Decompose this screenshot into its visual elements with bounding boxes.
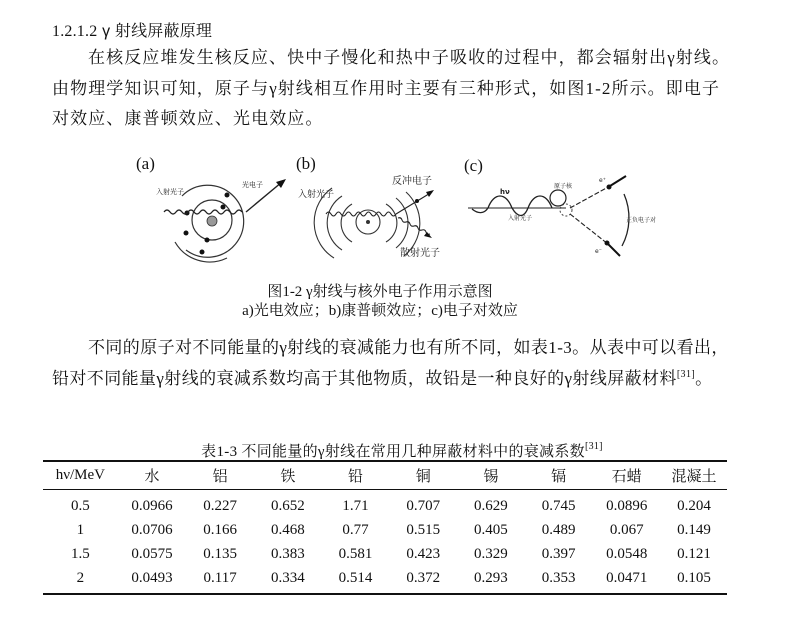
table-cell: 0.383 <box>270 545 305 562</box>
table-cell: 0.372 <box>389 566 457 594</box>
label-incident-photon-b: 入射光子 <box>298 190 335 200</box>
paragraph-attenuation <box>52 333 732 394</box>
table-row <box>43 566 727 594</box>
table-cell: 0.405 <box>474 521 508 538</box>
panel-label-b: (b) <box>296 154 316 173</box>
table-cell: 0.121 <box>677 545 711 562</box>
table-cell: 0.0493 <box>118 566 187 594</box>
figure-caption-title: 图1-2 γ射线与核外电子作用示意图 <box>267 284 493 300</box>
paragraph-attenuation-text: 不同的原子对不同能量的γ射线的衰减能力也有所不同，如表1-3。从表中可以看出，铅对不同能量γ射线的衰减系数均高于其他物质，故铅是一种良好的γ射线屏蔽材料 <box>52 338 729 388</box>
table-cell: 0.515 <box>406 521 441 538</box>
paragraph-intro-text: 在核反应堆发生核反应、快中子慢化和热中子吸收的过程中，都会辐射出γ射线。由物理学知识可知，原子与γ射线相互作用时主要有三种形式，如图1-2所示。即电子对效应、康普顿效应、光电效应。 <box>52 48 731 128</box>
section-title: γ 射线屏蔽原理 <box>102 23 213 40</box>
label-scattered-photon: 散射光子 <box>400 248 440 259</box>
table-header-row <box>43 461 727 490</box>
section-number: 1.2.1.2 <box>52 23 98 40</box>
table-cell: 0.0575 <box>131 545 173 562</box>
paragraph-attenuation-end: 。 <box>695 368 713 388</box>
table-cell: 0.397 <box>541 545 576 562</box>
table-citation: [31] <box>584 441 603 452</box>
table-cell: 0.0896 <box>606 497 648 514</box>
header-iron: 铁 <box>254 461 322 490</box>
figure-1-2 <box>130 152 657 272</box>
table-cell: 0.514 <box>322 566 390 594</box>
table-cell: 0.0966 <box>131 497 173 514</box>
panel-label-a: (a) <box>136 154 155 173</box>
header-paraffin: 石蜡 <box>592 461 661 490</box>
table-cell: 2 <box>43 566 118 594</box>
header-copper: 铜 <box>389 461 457 490</box>
header-aluminum: 铝 <box>186 461 254 490</box>
table-cell: 0.293 <box>457 566 525 594</box>
table-cell: 0.581 <box>338 545 373 562</box>
table-cell: 0.204 <box>677 497 711 514</box>
header-tin: 锡 <box>457 461 525 490</box>
pair-production-diagram-icon <box>460 152 650 272</box>
table-cell: 0.468 <box>270 521 305 538</box>
table-cell: 0.329 <box>474 545 508 562</box>
table-cell: 0.149 <box>677 521 711 538</box>
label-incident-photon-a: 入射光子 <box>156 188 184 196</box>
attenuation-table <box>43 460 727 595</box>
header-lead: 铅 <box>322 461 390 490</box>
table-cell: 0.166 <box>203 521 238 538</box>
figure-panel-compton <box>294 152 464 272</box>
table-cell: 0.334 <box>254 566 322 594</box>
table-cell: 0.745 <box>541 497 576 514</box>
table-cell: 1 <box>76 521 85 538</box>
header-concrete: 混凝土 <box>661 461 727 490</box>
label-photoelectron: 光电子 <box>242 181 263 189</box>
table-cell: 1.5 <box>71 545 90 562</box>
table-row <box>43 518 727 542</box>
table-row <box>43 542 727 566</box>
label-electron-pair: 正负电子对 <box>626 217 657 224</box>
table-cell: 0.489 <box>541 521 576 538</box>
panel-label-c: (c) <box>464 156 483 175</box>
table-cell: 0.652 <box>270 497 305 514</box>
table-cell: 0.5 <box>71 497 90 514</box>
table-cell: 0.105 <box>661 566 727 594</box>
figure-panel-pair-production <box>460 152 657 272</box>
header-energy: hν/MeV <box>43 461 118 490</box>
label-positron: e⁺ <box>599 177 606 184</box>
section-heading <box>52 18 212 41</box>
citation-ref: [31] <box>676 368 696 380</box>
table-title-text: 表1-3 不同能量的γ射线在常用几种屏蔽材料中的衰减系数 <box>201 444 585 460</box>
table-cell: 1.71 <box>342 497 369 514</box>
table-cell: 0.117 <box>186 566 254 594</box>
table-title <box>0 440 804 461</box>
table-cell: 0.77 <box>342 521 369 538</box>
table-cell: 0.707 <box>406 497 441 514</box>
table-cell: 0.067 <box>609 521 644 538</box>
table-cell: 0.227 <box>203 497 238 514</box>
label-recoil-electron: 反冲电子 <box>392 176 432 187</box>
header-water: 水 <box>118 461 187 490</box>
table-row <box>43 490 727 519</box>
table-cell: 0.0548 <box>606 545 648 562</box>
paragraph-intro <box>52 43 732 135</box>
photoelectric-diagram-icon <box>130 152 290 272</box>
figure-caption-subtitle: a)光电效应；b)康普顿效应；c)电子对效应 <box>242 303 518 319</box>
label-hv: hν <box>500 188 510 196</box>
table-cell: 0.423 <box>406 545 441 562</box>
label-electron: e⁻ <box>595 248 602 255</box>
table-cell: 0.135 <box>203 545 238 562</box>
table-cell: 0.0706 <box>131 521 173 538</box>
table-cell: 0.629 <box>474 497 508 514</box>
table-cell: 0.353 <box>525 566 593 594</box>
label-nucleus: 原子核 <box>554 183 573 190</box>
figure-panel-photoelectric <box>130 152 290 272</box>
table-cell: 0.0471 <box>592 566 661 594</box>
header-cadmium: 镉 <box>525 461 593 490</box>
label-incident-photon-c: 入射光子 <box>508 215 533 222</box>
